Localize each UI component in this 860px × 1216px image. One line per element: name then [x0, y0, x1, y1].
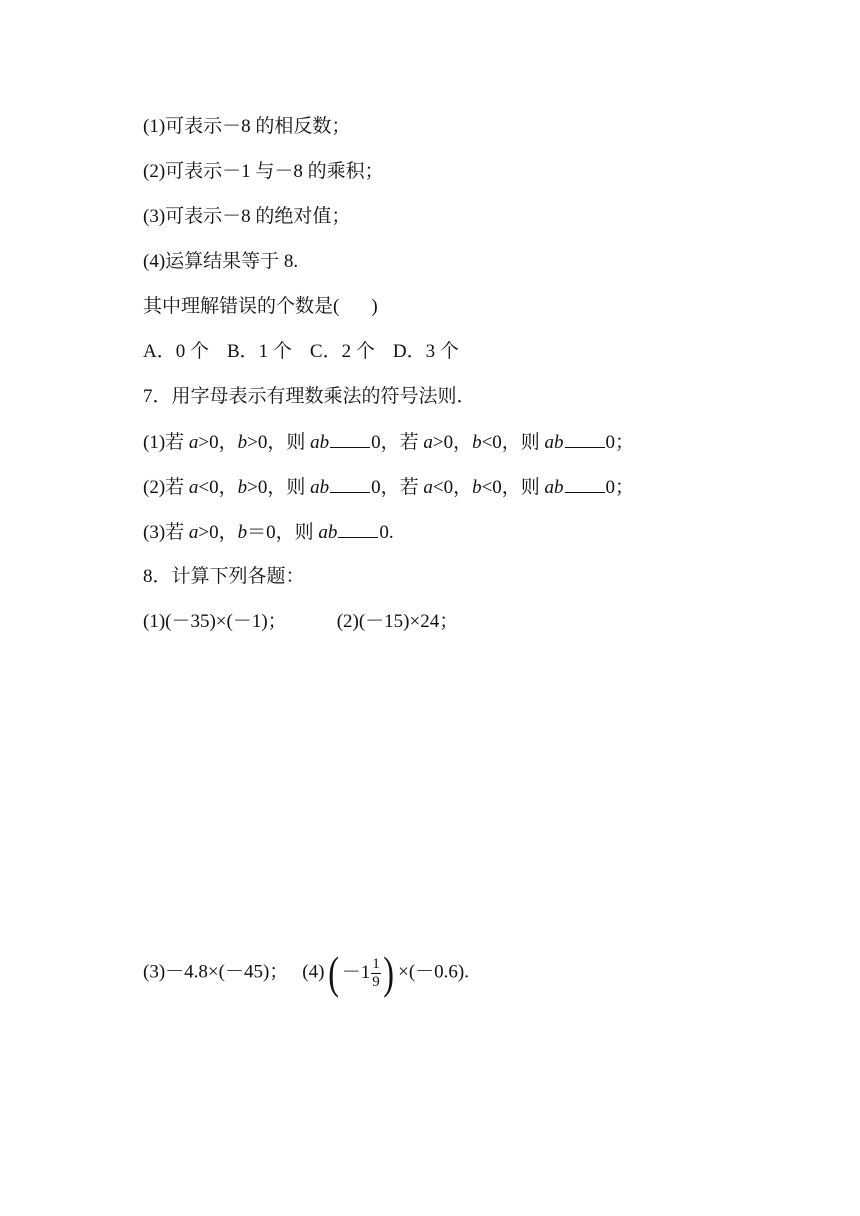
question-7-heading: 7．用字母表示有理数乘法的符号法则． — [143, 386, 476, 407]
options-row — [143, 340, 459, 364]
option-b: B．1 个 — [226, 341, 292, 362]
denominator: 9 — [372, 973, 380, 990]
text: <0， — [432, 477, 473, 498]
right-paren: ) — [383, 947, 394, 998]
text: >0， — [198, 522, 238, 543]
numerator: 1 — [372, 955, 380, 972]
option-d: D．3 个 — [392, 341, 459, 362]
question-6-prompt — [143, 295, 378, 319]
mixed-number-group — [326, 947, 396, 998]
text: >0， — [198, 432, 238, 453]
calc-2: (2)(－15)×24； — [336, 611, 459, 632]
mixed-whole: －1 — [341, 962, 371, 983]
var-ab: ab — [310, 477, 330, 498]
var-a: a — [423, 432, 433, 453]
var-b: b — [237, 477, 248, 498]
text: 0，若 — [371, 432, 424, 453]
fill-blank[interactable] — [565, 430, 605, 448]
var-a: a — [188, 522, 199, 543]
var-b: b — [472, 477, 482, 498]
question-8-heading: 8．计算下列各题： — [143, 566, 305, 587]
var-ab: ab — [318, 522, 338, 543]
var-b: b — [237, 522, 248, 543]
fill-blank[interactable] — [338, 520, 378, 538]
text: ＝0，则 — [247, 522, 319, 543]
calc-3: (3)－4.8×(－45)； — [143, 961, 289, 983]
question-7-row-3 — [143, 520, 394, 545]
question-suffix: ) — [371, 296, 378, 317]
statement-2: (2)可表示－1 与－8 的乘积； — [143, 161, 384, 182]
question-8-row-2 — [143, 947, 469, 998]
question-prefix: 其中理解错误的个数是( — [143, 296, 340, 317]
statement-3: (3)可表示－8 的绝对值； — [143, 206, 351, 227]
var-ab: ab — [544, 432, 564, 453]
var-b: b — [237, 432, 248, 453]
fill-blank[interactable] — [330, 475, 370, 493]
var-a: a — [188, 477, 199, 498]
question-7-row-2 — [143, 475, 634, 500]
left-paren: ( — [328, 947, 340, 998]
calc-4-tail: ×(－0.6). — [398, 961, 469, 983]
text: <0， — [198, 477, 238, 498]
fill-blank[interactable] — [330, 430, 370, 448]
text: (1)若 — [143, 432, 189, 453]
calc-4-label: (4) — [302, 961, 325, 983]
fill-blank[interactable] — [565, 475, 605, 493]
text: <0，则 — [481, 432, 545, 453]
var-a: a — [423, 477, 433, 498]
text: 0. — [379, 522, 394, 543]
text: >0， — [432, 432, 473, 453]
text: <0，则 — [481, 477, 545, 498]
text: 0，若 — [371, 477, 424, 498]
statement-1: (1)可表示－8 的相反数； — [143, 116, 351, 137]
text: (3)若 — [143, 522, 189, 543]
text: >0，则 — [247, 432, 311, 453]
text: >0，则 — [247, 477, 311, 498]
fraction — [371, 956, 381, 991]
statement-4: (4)运算结果等于 8. — [143, 251, 299, 272]
var-b: b — [472, 432, 482, 453]
text: 0； — [605, 432, 635, 453]
option-c: C．2 个 — [309, 341, 375, 362]
var-ab: ab — [310, 432, 330, 453]
calc-1: (1)(－35)×(－1)； — [143, 611, 287, 632]
var-a: a — [188, 432, 199, 453]
question-8-row-1 — [143, 610, 458, 634]
var-ab: ab — [544, 477, 564, 498]
text: (2)若 — [143, 477, 189, 498]
option-a: A．0 个 — [143, 341, 209, 362]
question-7-row-1 — [143, 430, 634, 455]
text: 0； — [605, 477, 635, 498]
